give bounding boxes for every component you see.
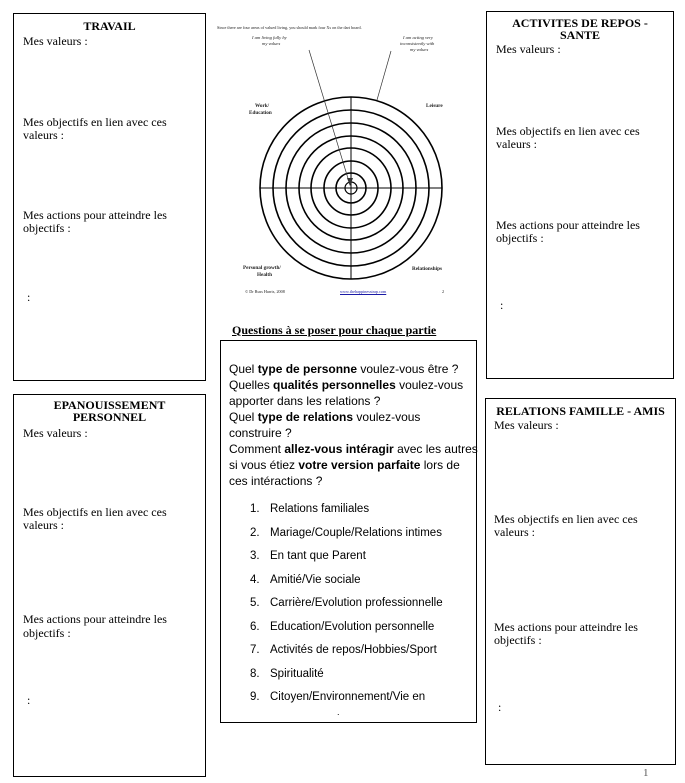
dartboard-page: 2 [442,289,445,294]
repos-actions-line2: objectifs : [496,231,544,245]
travail-title: TRAVAIL [83,19,136,33]
quadrant-work-line1: Work/ [255,103,270,109]
list-item: 3. En tant que Parent [250,550,366,562]
epanouissement-actions-line1: Mes actions pour atteindre les [23,612,167,626]
list-item: 5. Carrière/Evolution professionnelle [250,597,443,609]
question-2-line2: apporter dans les relations ? [229,394,381,408]
relations-objectifs-line1: Mes objectifs en lien avec ces [494,512,638,526]
list-item: 1. Relations familiales [250,503,370,515]
epanouissement-objectifs-line1: Mes objectifs en lien avec ces [23,505,167,519]
quadrant-growth-line2: Health [257,272,272,278]
relations-actions-line2: objectifs : [494,633,542,647]
relations-valeurs: Mes valeurs : [494,418,559,432]
acting-inconsistently-line1: I am acting very [403,35,433,40]
epanouissement-valeurs: Mes valeurs : [23,426,88,440]
repos-actions-line1: Mes actions pour atteindre les [496,218,640,232]
questions-heading: Questions à se poser pour chaque partie [232,323,437,337]
repos-objectifs-line1: Mes objectifs en lien avec ces [496,124,640,138]
relations-title: RELATIONS FAMILLE - AMIS [496,404,665,418]
epanouissement-title-line1: EPANOUISSEMENT [53,398,166,412]
travail-box [13,13,206,381]
travail-actions-line1: Mes actions pour atteindre les [23,208,167,222]
epanouissement-colon: : [27,693,31,707]
relations-box [485,398,676,765]
travail-actions-line2: objectifs : [23,221,71,235]
living-fully-line2: my values [262,41,281,46]
question-1: Quel type de personne voulez-vous être ? [229,362,459,376]
travail-objectifs-line1: Mes objectifs en lien avec ces [23,115,167,129]
list-item: 2. Mariage/Couple/Relations intimes [250,527,442,539]
repos-objectifs-line2: valeurs : [496,137,537,151]
relations-actions-line1: Mes actions pour atteindre les [494,620,638,634]
list-item: 4. Amitié/Vie sociale [250,574,361,586]
questions-text [229,361,478,489]
list-item: 6. Education/Evolution personnelle [250,621,435,633]
trailing-dot: . [337,707,340,717]
repos-title-line2: SANTE [559,28,600,42]
dartboard-svg [214,18,476,300]
epanouissement-title-line2: PERSONNEL [72,410,147,424]
pointer-living-fully [309,50,350,185]
travail-valeurs: Mes valeurs : [23,34,88,48]
question-4-line2: si vous étiez votre version parfaite lors de [229,458,460,472]
repos-box [486,11,674,379]
question-4-line3: ces intéractions ? [229,474,323,488]
quadrant-growth-line1: Personal growth/ [243,265,281,271]
question-2: Quelles qualités personnelles voulez-vous [229,378,464,392]
questions-box [220,340,477,723]
pointer-acting-inconsistently [377,51,391,100]
page-number: 1 [643,767,649,779]
epanouissement-objectifs-line2: valeurs : [23,518,64,532]
acting-inconsistently-line2: inconsistently with [400,41,435,46]
list-item: 7. Activités de repos/Hobbies/Sport [250,644,437,656]
epanouissement-box [13,394,206,777]
travail-colon: : [27,290,31,304]
travail-objectifs-line2: valeurs : [23,128,64,142]
dartboard-header: Since there are four areas of valued living, you should mark four Xs on the dart board. [217,25,362,30]
dartboard-website[interactable]: www.thehappinesstrap.com [340,289,387,294]
relations-colon: : [498,700,502,714]
question-3-line2: construire ? [229,426,292,440]
question-4: Comment allez-vous intéragir avec les autres [229,442,478,456]
epanouissement-actions-line2: objectifs : [23,626,71,640]
repos-colon: : [500,298,504,312]
quadrant-work-line2: Education [249,110,272,116]
quadrant-relationships: Relationships [412,266,442,272]
dartboard-copyright: © Dr Russ Harris, 2008 [245,289,285,294]
living-fully-line1: I am living fully by [252,35,287,40]
relations-objectifs-line2: valeurs : [494,525,535,539]
acting-inconsistently-line3: my values [410,47,429,52]
repos-title-line1: ACTIVITES DE REPOS - [512,16,648,30]
question-3: Quel type de relations voulez-vous [229,410,421,424]
repos-valeurs: Mes valeurs : [496,42,561,56]
dartboard-figure [214,18,476,300]
list-item: 9. Citoyen/Environnement/Vie en [250,691,426,703]
list-item: 8. Spiritualité [250,668,324,680]
quadrant-leisure: Leisure [426,103,443,109]
